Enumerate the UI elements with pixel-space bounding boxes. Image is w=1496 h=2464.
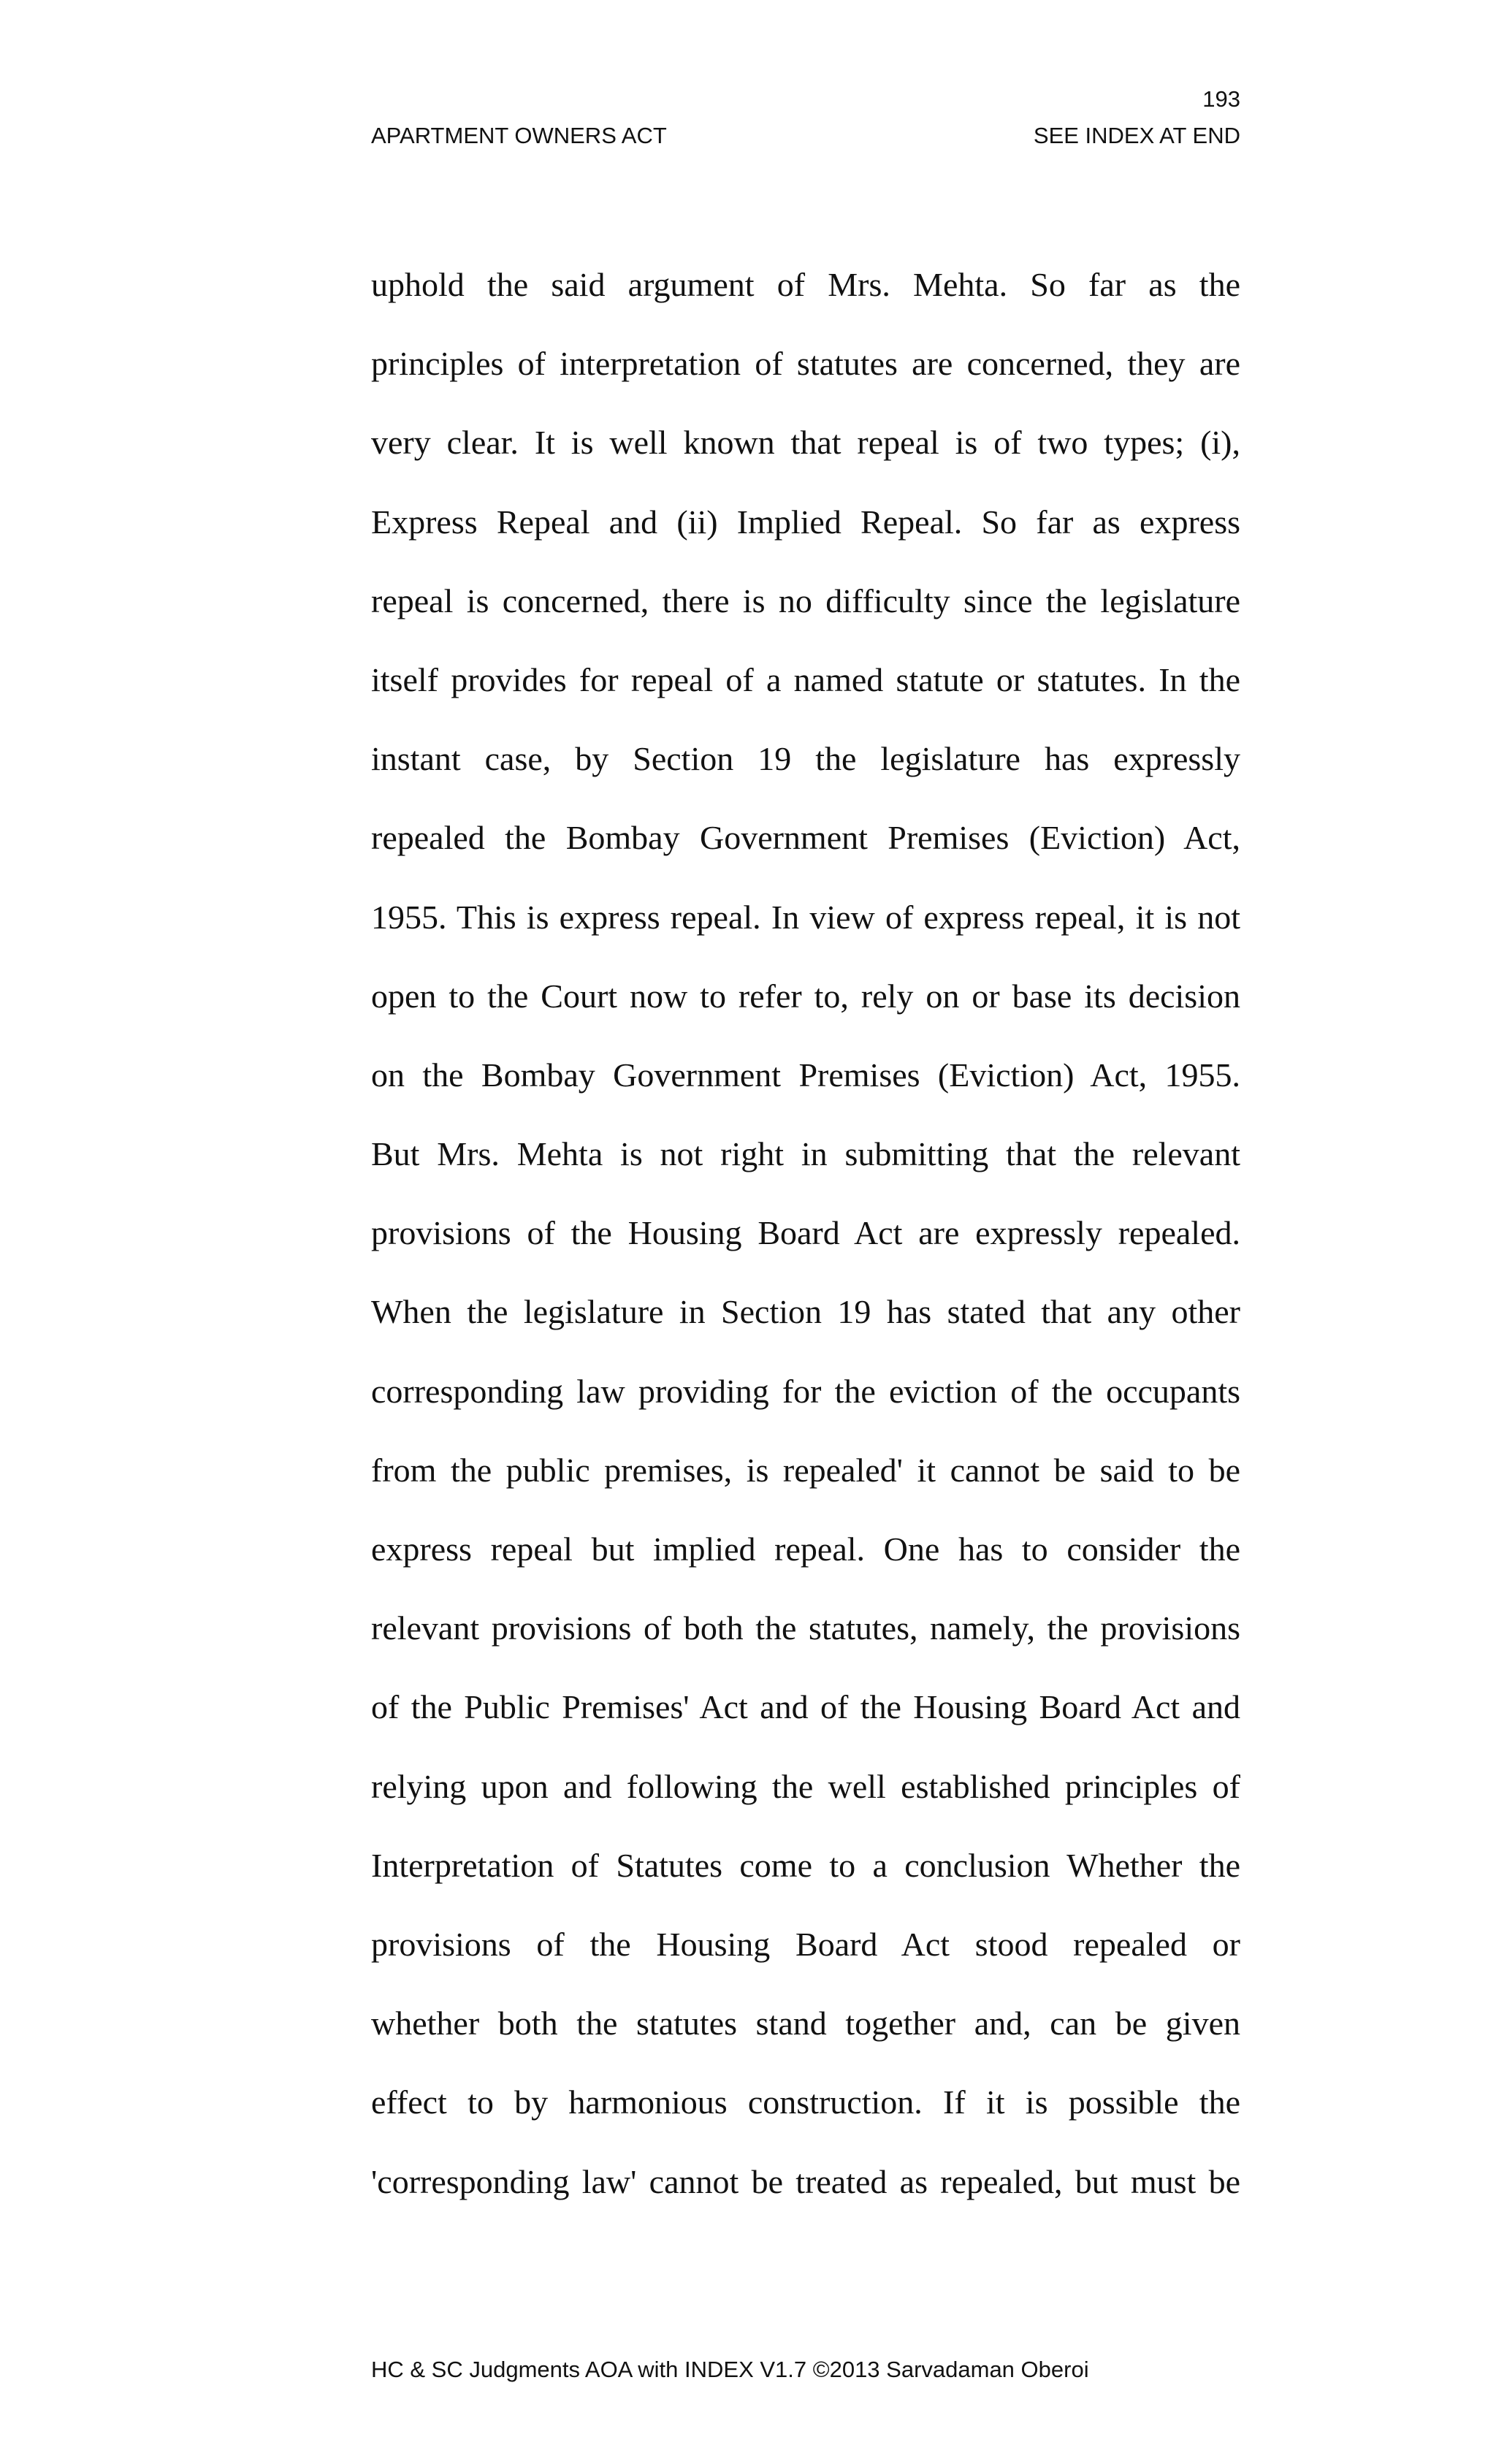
text-line: uphold the said argument of Mrs. Mehta. So far as the: [371, 266, 1240, 303]
text-line: from the public premises, is repealed' it cannot be said to be: [371, 1451, 1240, 1489]
text-line: repeal is concerned, there is no difficulty since the legislature: [371, 581, 1240, 619]
text-line: When the legislature in Section 19 has stated that any other: [371, 1293, 1240, 1331]
text-line: But Mrs. Mehta is not right in submitting that the relevant: [371, 1135, 1240, 1173]
text-line: express repeal but implied repeal. One has to consider the: [371, 1530, 1240, 1568]
page-number: 193: [1202, 86, 1240, 112]
text-line: Express Repeal and (ii) Implied Repeal. So far as express: [371, 503, 1240, 541]
text-line: itself provides for repeal of a named statute or statutes. In the: [371, 660, 1240, 698]
text-line: relying upon and following the well established principles of: [371, 1767, 1240, 1805]
text-line: on the Bombay Government Premises (Eviction) Act, 1955.: [371, 1056, 1240, 1094]
text-line: 'corresponding law' cannot be treated as repealed, but must be: [371, 2162, 1240, 2200]
text-line: very clear. It is well known that repeal is of two types; (i),: [371, 424, 1240, 462]
text-line: open to the Court now to refer to, rely on or base its decision: [371, 977, 1240, 1015]
text-line: effect to by harmonious construction. If it is possible the: [371, 2083, 1240, 2121]
running-header-left: APARTMENT OWNERS ACT: [371, 123, 667, 148]
text-line: principles of interpretation of statutes are concerned, they are: [371, 345, 1240, 383]
text-line: of the Public Premises' Act and of the Housing Board Act and: [371, 1688, 1240, 1726]
text-line: Interpretation of Statutes come to a conclusion Whether the: [371, 1846, 1240, 1884]
text-line: 1955. This is express repeal. In view of express repeal, it is not: [371, 898, 1240, 936]
footer-text: HC & SC Judgments AOA with INDEX V1.7 ©2013 Sarvadaman Oberoi: [371, 2357, 1089, 2382]
text-line: provisions of the Housing Board Act are expressly repealed.: [371, 1214, 1240, 1252]
text-line: repealed the Bombay Government Premises (Eviction) Act,: [371, 819, 1240, 857]
text-line: provisions of the Housing Board Act stood repealed or: [371, 1925, 1240, 1963]
text-line: whether both the statutes stand together and, can be given: [371, 2005, 1240, 2042]
text-line: instant case, by Section 19 the legislature has expressly: [371, 740, 1240, 778]
text-line: relevant provisions of both the statutes, namely, the provisions: [371, 1609, 1240, 1647]
text-line: corresponding law providing for the eviction of the occupants: [371, 1372, 1240, 1410]
body-text: [371, 263, 1240, 2239]
running-header-right: SEE INDEX AT END: [1033, 123, 1240, 148]
